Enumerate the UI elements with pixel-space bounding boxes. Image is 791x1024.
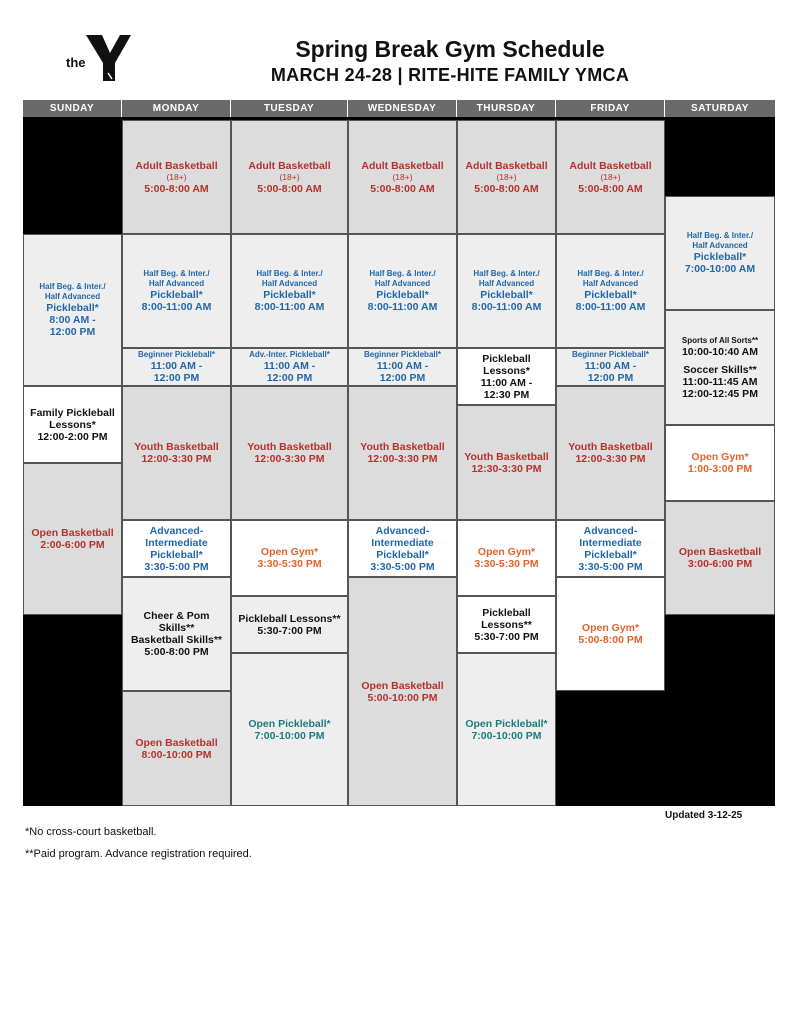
label: Pickleball* (150, 548, 203, 561)
label: Cheer & Pom (143, 610, 210, 622)
label: Open Basketball (678, 546, 762, 558)
time: 8:00-11:00 AM (367, 301, 438, 313)
time: 12:00-3:30 PM (575, 453, 646, 465)
label: Advanced- (583, 524, 638, 537)
time: 7:00-10:00 AM (684, 263, 756, 275)
monday-advanced-pickleball (122, 520, 231, 577)
tuesday-open-pickleball (231, 653, 348, 806)
wednesday-advanced-pickleball (348, 520, 457, 577)
label: Adv.-Inter. Pickleball* (249, 350, 330, 359)
label: Half Advanced (582, 279, 639, 288)
time: 11:00 AM - (480, 376, 533, 389)
time: 5:00-8:00 AM (578, 182, 643, 195)
tuesday-youth-basketball (231, 386, 348, 520)
friday-youth-basketball (556, 386, 665, 520)
label: Half Beg. & Inter./ (143, 269, 210, 278)
tuesday-adv-inter-pickleball (231, 348, 348, 386)
friday-beginner-pickleball (556, 348, 665, 386)
time: 11:00-11:45 AM (682, 375, 758, 388)
time: 8:00-11:00 AM (141, 301, 212, 313)
monday-beginner-pickleball (122, 348, 231, 386)
page-title: Spring Break Gym Schedule (295, 36, 605, 62)
updated-date: Updated 3-12-25 (665, 810, 743, 821)
label: Soccer Skills** (683, 363, 757, 376)
saturday-open-gym (665, 425, 775, 501)
label: Open Pickleball* (465, 717, 548, 730)
ymca-logo (58, 33, 138, 85)
thursday-adult-basketball (457, 120, 556, 234)
time: 3:30-5:00 PM (144, 560, 209, 573)
time: 3:30-5:30 PM (474, 558, 539, 570)
header-monday: MONDAY (122, 100, 231, 117)
label: Adult Basketball (361, 159, 444, 172)
sunday-pickleball (23, 234, 122, 386)
label: Open Gym* (691, 451, 749, 463)
saturday-sports-soccer (665, 310, 775, 425)
time: 12:00 PM (266, 372, 313, 384)
label: Pickleball* (480, 289, 533, 301)
label: Half Advanced (148, 279, 205, 288)
label: Half Advanced (374, 279, 431, 288)
label: Open Basketball (135, 736, 218, 749)
label: Half Beg. & Inter./ (686, 231, 754, 240)
label: Half Beg. & Inter./ (577, 269, 644, 278)
label: Pickleball (482, 352, 531, 365)
label: Pickleball (482, 606, 531, 619)
label: Pickleball* (263, 289, 316, 301)
wednesday-open-basketball (348, 577, 457, 806)
time: 3:30-5:00 PM (370, 560, 435, 573)
label: Open Gym* (260, 546, 319, 558)
label: Intermediate (371, 536, 434, 549)
label: Youth Basketball (134, 441, 219, 453)
thursday-youth-basketball (457, 405, 556, 520)
label: Intermediate (145, 536, 208, 549)
label: Half Beg. & Inter./ (256, 269, 323, 278)
header-sunday: SUNDAY (23, 100, 122, 117)
thursday-open-pickleball (457, 653, 556, 806)
label: Half Advanced (261, 279, 318, 288)
label: Pickleball* (46, 302, 99, 314)
time: 12:00-12:45 PM (682, 387, 758, 400)
thursday-pickleball (457, 234, 556, 348)
label: Open Gym* (581, 622, 640, 634)
friday-pickleball (556, 234, 665, 348)
tuesday-adult-basketball (231, 120, 348, 234)
header-friday: FRIDAY (556, 100, 665, 117)
thursday-paid-pickleball-lessons (457, 596, 556, 653)
label: Youth Basketball (568, 441, 653, 453)
time: 8:00-11:00 AM (471, 301, 542, 313)
time: 12:00 PM (153, 372, 200, 384)
time: 8:00-10:00 PM (141, 748, 212, 761)
label: Skills** (158, 622, 195, 634)
label: Open Basketball (361, 679, 444, 692)
time: 2:00-6:00 PM (40, 539, 105, 551)
time: 5:00-8:00 PM (578, 634, 643, 646)
thursday-open-gym (457, 520, 556, 596)
footnote: *No cross-court basketball. (25, 826, 157, 838)
wednesday-adult-basketball (348, 120, 457, 234)
label: Pickleball* (150, 289, 203, 301)
thursday-pickleball-lessons (457, 348, 556, 405)
time: 3:00-6:00 PM (687, 558, 753, 570)
time: 5:00-8:00 AM (257, 182, 322, 195)
label: Pickleball Lessons** (238, 612, 341, 625)
label: Open Gym* (477, 546, 536, 558)
label: Pickleball* (584, 289, 637, 301)
time: 8:00 AM - (49, 314, 96, 326)
time: 12:30 PM (483, 388, 530, 401)
page-subtitle: MARCH 24-28 | RITE-HITE FAMILY YMCA (270, 65, 630, 85)
label: Advanced- (375, 524, 430, 537)
monday-youth-basketball (122, 386, 231, 520)
monday-open-basketball (122, 691, 231, 806)
header-saturday: SATURDAY (665, 100, 775, 117)
label: Beginner Pickleball* (364, 350, 441, 359)
wednesday-pickleball (348, 234, 457, 348)
label: Half Beg. & Inter./ (39, 282, 106, 291)
time: 5:00-10:00 PM (367, 691, 438, 704)
time: 12:00 PM (587, 372, 634, 384)
age: (18+) (496, 171, 517, 182)
time: 5:00-8:00 PM (144, 646, 209, 658)
label: Youth Basketball (464, 450, 549, 463)
time: 5:00-8:00 AM (144, 182, 209, 195)
label: Pickleball* (376, 548, 429, 561)
friday-open-gym (556, 577, 665, 691)
label: Half Advanced (692, 241, 748, 250)
label: Advanced- (149, 524, 204, 537)
header-wednesday: WEDNESDAY (348, 100, 457, 117)
wednesday-youth-basketball (348, 386, 457, 520)
label: Pickleball* (376, 289, 429, 301)
label: Adult Basketball (569, 159, 652, 172)
age: (18+) (600, 171, 621, 182)
wednesday-beginner-pickleball (348, 348, 457, 386)
label: Adult Basketball (248, 159, 331, 172)
label: Pickleball* (693, 251, 747, 263)
monday-adult-basketball (122, 120, 231, 234)
time: 3:30-5:30 PM (257, 558, 322, 570)
label: Basketball Skills** (130, 634, 223, 646)
time: 8:00-11:00 AM (575, 301, 646, 313)
time: 1:00-3:00 PM (687, 463, 753, 475)
tuesday-pickleball-lessons (231, 596, 348, 653)
schedule-grid (23, 100, 775, 806)
saturday-pickleball (665, 196, 775, 310)
saturday-open-basketball (665, 501, 775, 615)
time: 12:00-3:30 PM (254, 453, 325, 465)
label: Beginner Pickleball* (572, 350, 649, 359)
time: 11:00 AM - (376, 360, 429, 372)
monday-pickleball (122, 234, 231, 348)
label: Open Pickleball* (248, 717, 331, 730)
header-thursday: THURSDAY (457, 100, 556, 117)
time: 10:00-10:40 AM (681, 345, 759, 358)
label: Half Advanced (478, 279, 535, 288)
header-tuesday: TUESDAY (231, 100, 348, 117)
label: Half Advanced (44, 292, 101, 301)
label: Adult Basketball (465, 159, 548, 172)
label: Intermediate (579, 536, 642, 549)
time: 5:30-7:00 PM (474, 630, 539, 643)
time: 12:00-2:00 PM (37, 430, 108, 443)
monday-cheer-pom (122, 577, 231, 691)
label: Sports of All Sorts** (681, 335, 759, 345)
label: Pickleball* (584, 548, 637, 561)
sunday-open-basketball (23, 463, 122, 615)
time: 12:00 PM (379, 372, 426, 384)
time: 11:00 AM - (584, 360, 637, 372)
friday-adult-basketball (556, 120, 665, 234)
time: 3:30-5:00 PM (578, 560, 643, 573)
label: Youth Basketball (360, 441, 445, 453)
time: 11:00 AM - (150, 360, 203, 372)
time: 12:30-3:30 PM (471, 462, 542, 475)
time: 12:00 PM (49, 326, 96, 338)
age: (18+) (392, 171, 413, 182)
ymca-y-icon (84, 33, 132, 83)
time: 5:00-8:00 AM (370, 182, 435, 195)
age: (18+) (279, 171, 300, 182)
label: Half Beg. & Inter./ (369, 269, 436, 278)
sunday-family-pickleball (23, 386, 122, 463)
friday-advanced-pickleball (556, 520, 665, 577)
time: 7:00-10:00 PM (254, 729, 325, 742)
time: 12:00-3:30 PM (141, 453, 212, 465)
time: 11:00 AM - (263, 360, 316, 372)
label: Open Basketball (31, 527, 114, 539)
time: 8:00-11:00 AM (254, 301, 325, 313)
age: (18+) (166, 171, 187, 182)
time: 12:00-3:30 PM (367, 453, 438, 465)
label: Half Beg. & Inter./ (473, 269, 540, 278)
label: Family Pickleball (30, 406, 115, 419)
label: Lessons* (483, 364, 530, 377)
tuesday-open-gym (231, 520, 348, 596)
logo-text: the (66, 55, 86, 70)
label: Lessons** (481, 618, 532, 631)
label: Youth Basketball (247, 441, 332, 453)
footnote: **Paid program. Advance registration required. (25, 848, 252, 860)
tuesday-pickleball (231, 234, 348, 348)
time: 5:30-7:00 PM (257, 624, 322, 637)
label: Adult Basketball (135, 159, 218, 172)
label: Lessons* (49, 418, 96, 431)
time: 7:00-10:00 PM (471, 729, 542, 742)
time: 5:00-8:00 AM (474, 182, 539, 195)
label: Beginner Pickleball* (138, 350, 215, 359)
